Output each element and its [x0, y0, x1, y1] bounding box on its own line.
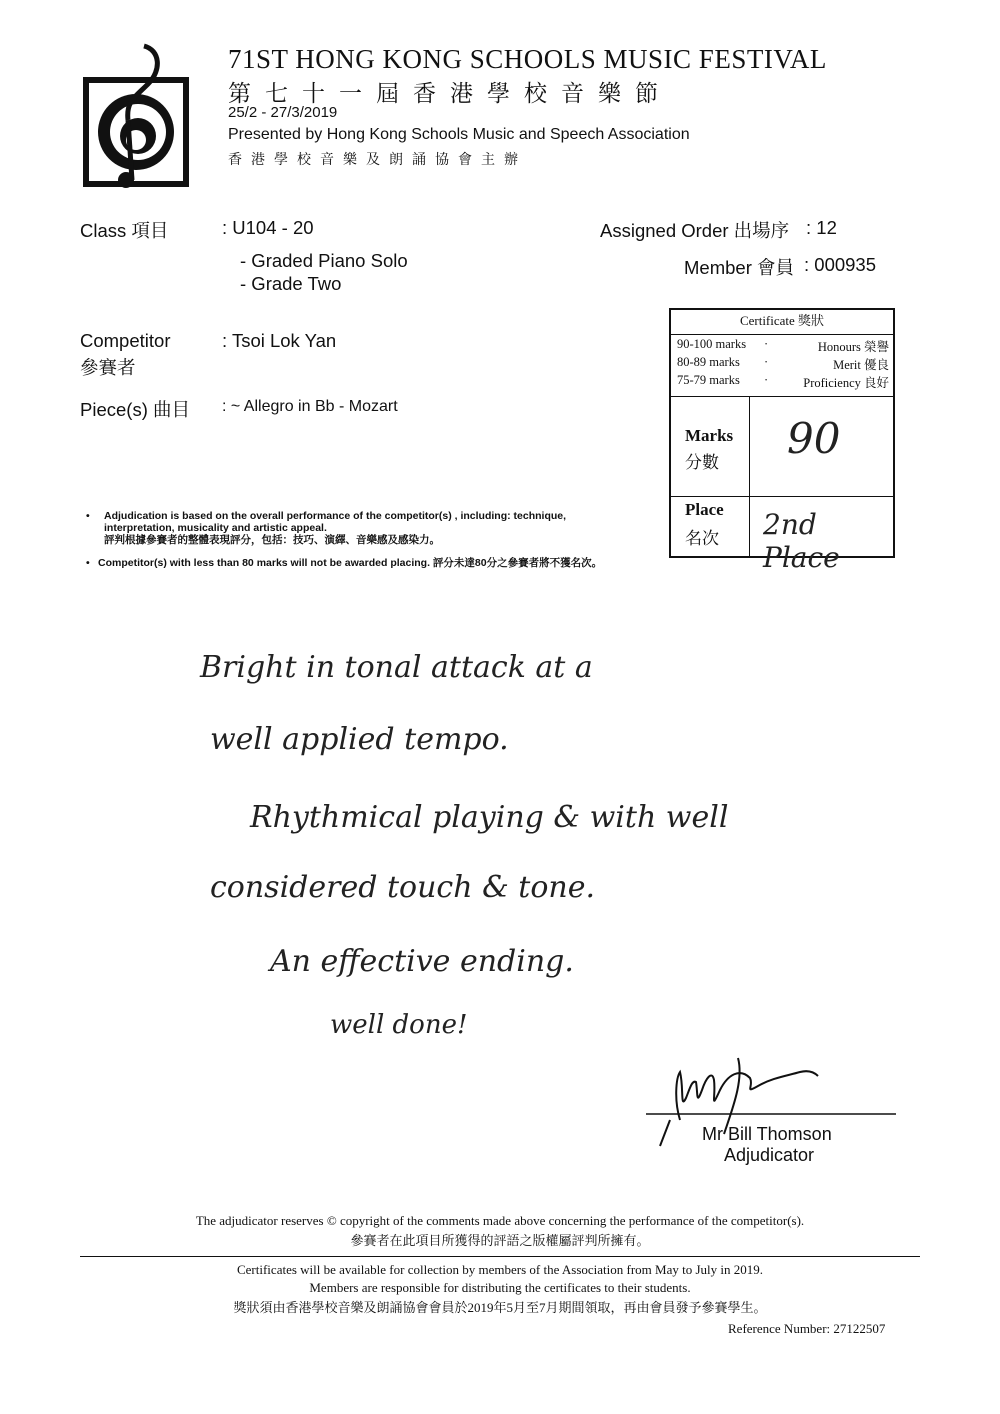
class-label: Class 項目 — [80, 220, 169, 241]
assigned-order-value: : 12 — [806, 217, 837, 238]
marks-label-zh: 分數 — [685, 453, 719, 472]
copyright-note: The adjudicator reserves © copyright of the comments made above concerning the performance of the competitor(s). — [195, 1213, 805, 1228]
member-value: : 000935 — [804, 254, 877, 275]
festival-title: 71ST HONG KONG SCHOOLS MUSIC FESTIVAL — [228, 44, 827, 74]
comment-line-4: considered touch & tone. — [210, 870, 596, 905]
piece-value: : ~ Allegro in Bb - Mozart — [222, 398, 398, 415]
certificate-box — [669, 308, 895, 574]
piece-label: Piece(s) 曲目 — [80, 399, 190, 420]
competitor-name: : Tsoi Lok Yan — [222, 330, 337, 351]
place-label: Place — [685, 500, 724, 519]
collection-note-1: Certificates will be available for collection by members of the Association from May to July in 2019. — [236, 1262, 763, 1277]
placing-note: • Competitor(s) with less than 80 marks will not be awarded placing. 評分未達80分之參賽者將不獲名次。 — [86, 557, 603, 569]
cert-row-honours: 90-100 marks · Honours 榮譽 — [677, 337, 889, 354]
class-value: : U104 - 20 — [222, 217, 314, 238]
cert-row-merit: 80-89 marks · Merit 優良 — [677, 355, 889, 372]
class-grade: - Grade Two — [240, 273, 342, 294]
place-value: 2nd Place — [763, 508, 840, 574]
certificate-header: Certificate 獎狀 — [671, 310, 893, 335]
festival-title-zh: 第七十一屆香港學校音樂節 — [228, 81, 672, 106]
comment-line-1: Bright in tonal attack at a — [200, 650, 593, 685]
member-label: Member 會員 — [684, 257, 794, 278]
competitor-label-zh: 參賽者 — [80, 357, 136, 378]
adjudication-note-zh: 評判根據參賽者的整體表現評分，包括：技巧、演繹、音樂感及感染力。 — [104, 534, 440, 546]
comment-line-6: well done! — [330, 1010, 468, 1040]
festival-dates: 25/2 - 27/3/2019 — [228, 104, 338, 121]
presented-by: Presented by Hong Kong Schools Music and Speech Association — [228, 126, 690, 143]
comment-line-2: well applied tempo. — [210, 722, 509, 757]
adjudication-note: • Adjudication is based on the overall performance of the competitor(s) , including: technique, interpretation, musicality and artistic appeal. 評判根據參賽者的整體表現評分，包括：技巧、演繹、音樂感及感染力。 — [88, 510, 628, 546]
assigned-order-label: Assigned Order 出場序 — [600, 220, 790, 241]
adjudicator-title: Adjudicator — [724, 1145, 815, 1165]
footer-divider — [80, 1256, 920, 1257]
marks-label: Marks — [685, 426, 734, 445]
collection-note-2: Members are responsible for distributing the certificates to their students. — [309, 1280, 691, 1295]
festival-logo — [82, 40, 192, 192]
reference-number: Reference Number: 27122507 — [728, 1321, 886, 1336]
presented-by-zh: 香港學校音樂及朗誦協會主辦 — [228, 153, 527, 168]
place-label-zh: 名次 — [685, 529, 719, 548]
competitor-label: Competitor — [80, 330, 171, 351]
comment-line-5: An effective ending. — [270, 944, 574, 979]
copyright-note-zh: 參賽者在此項目所獲得的評語之版權屬評判所擁有。 — [350, 1233, 650, 1248]
cert-row-proficiency: 75-79 marks · Proficiency 良好 — [677, 373, 889, 390]
class-event: - Graded Piano Solo — [240, 250, 408, 271]
adjudicator-name: Mr Bill Thomson — [702, 1124, 832, 1144]
adjudication-note-en: Adjudication is based on the overall performance of the competitor(s) , including: technique, interpretation, musicality and artistic appeal. — [104, 510, 567, 534]
collection-note-zh: 獎狀須由香港學校音樂及朗誦協會會員於2019年5月至7月期間領取，再由會員發予參賽學生。 — [233, 1300, 767, 1315]
comment-line-3: Rhythmical playing & with well — [250, 800, 729, 835]
marks-value: 90 — [787, 414, 841, 463]
